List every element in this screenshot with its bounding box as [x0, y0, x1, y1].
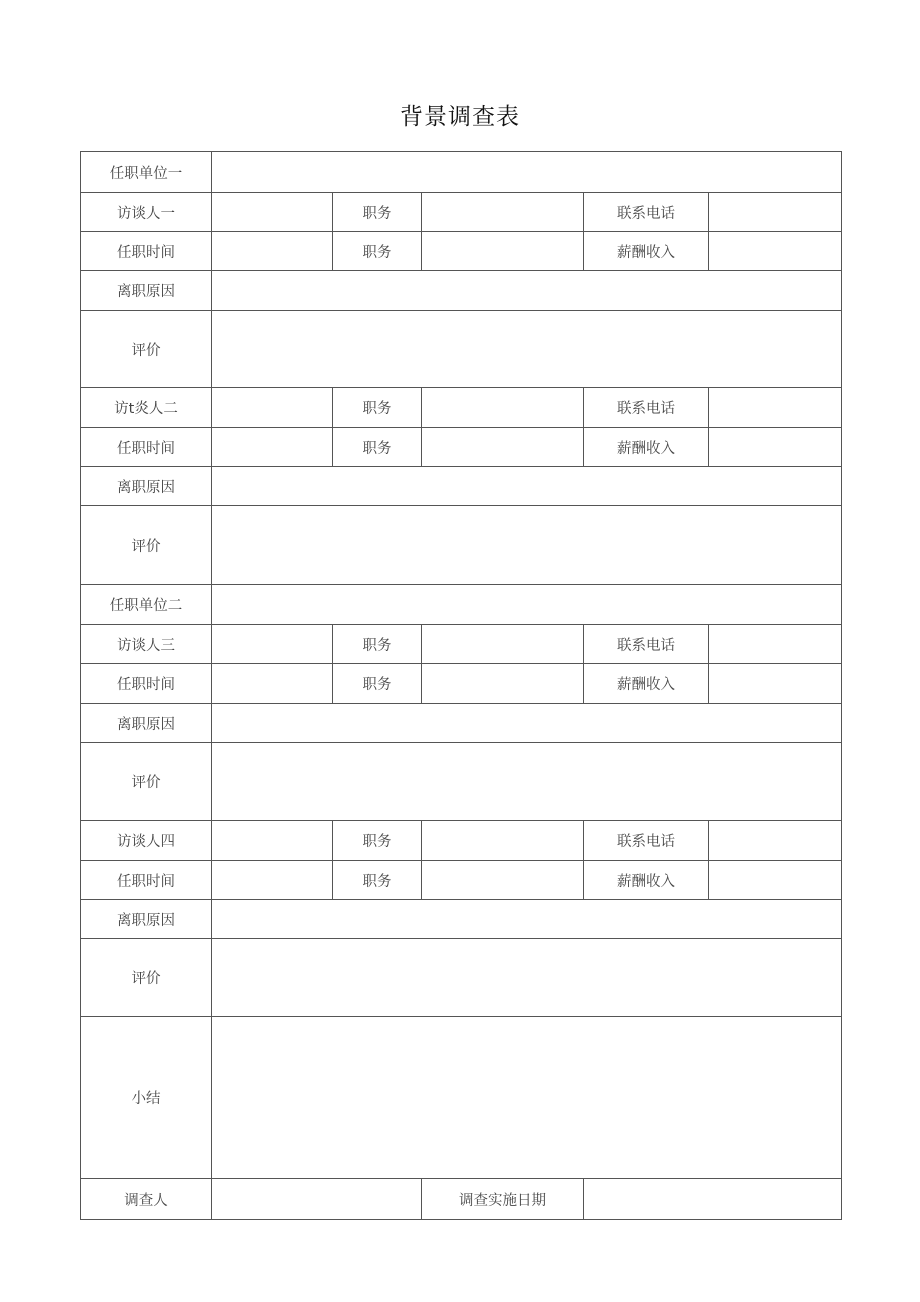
interviewee-2-tenure-row	[81, 428, 842, 467]
interviewee-3-evaluation-label: 评价	[81, 743, 212, 821]
interviewee-3-reason-row	[81, 704, 842, 743]
interviewee-2-evaluation-input[interactable]	[212, 506, 842, 585]
interviewee-3-position2-label: 职务	[333, 664, 422, 704]
interviewee-4-tenure-label: 任职时间	[81, 861, 212, 900]
interviewee-3-reason-label: 离职原因	[81, 704, 212, 743]
interviewee-4-reason-input[interactable]	[212, 900, 842, 939]
interviewee-2-reason-row	[81, 467, 842, 506]
interviewee-1-reason-input[interactable]	[212, 271, 842, 311]
interviewee-2-position2-input[interactable]	[422, 428, 584, 467]
employer-2-input[interactable]	[212, 585, 842, 625]
interviewee-4-reason-row	[81, 900, 842, 939]
interviewee-2-row	[81, 388, 842, 428]
interviewee-1-evaluation-input[interactable]	[212, 311, 842, 388]
interviewee-4-position-label: 职务	[333, 821, 422, 861]
interviewee-1-salary-label: 薪酬收入	[584, 232, 709, 271]
interviewee-2-tenure-label: 任职时间	[81, 428, 212, 467]
interviewee-3-input[interactable]	[212, 625, 333, 664]
interviewee-4-position-input[interactable]	[422, 821, 584, 861]
interviewee-4-reason-label: 离职原因	[81, 900, 212, 939]
interviewee-3-position-input[interactable]	[422, 625, 584, 664]
interviewee-4-position2-input[interactable]	[422, 861, 584, 900]
interviewee-1-tenure-input[interactable]	[212, 232, 333, 271]
interviewee-3-position2-input[interactable]	[422, 664, 584, 704]
interviewee-2-input[interactable]	[212, 388, 333, 428]
interviewee-4-row	[81, 821, 842, 861]
interviewee-3-salary-label: 薪酬收入	[584, 664, 709, 704]
interviewee-4-tenure-input[interactable]	[212, 861, 333, 900]
investigator-row	[81, 1179, 842, 1220]
interviewee-1-label: 访谈人一	[81, 193, 212, 232]
investigator-input[interactable]	[212, 1179, 422, 1220]
interviewee-2-position2-label: 职务	[333, 428, 422, 467]
employer-2-label: 任职单位二	[81, 585, 212, 625]
interviewee-1-phone-input[interactable]	[709, 193, 842, 232]
employer-1-row	[81, 152, 842, 193]
page-title: 背景调查表	[400, 104, 520, 130]
interviewee-1-evaluation-label: 评价	[81, 311, 212, 388]
interviewee-4-phone-label: 联系电话	[584, 821, 709, 861]
interviewee-2-salary-input[interactable]	[709, 428, 842, 467]
interviewee-1-input[interactable]	[212, 193, 333, 232]
interviewee-2-phone-label: 联系电话	[584, 388, 709, 428]
interviewee-2-tenure-input[interactable]	[212, 428, 333, 467]
interviewee-3-phone-label: 联系电话	[584, 625, 709, 664]
interviewee-4-evaluation-label: 评价	[81, 939, 212, 1017]
interviewee-4-input[interactable]	[212, 821, 333, 861]
interviewee-1-tenure-label: 任职时间	[81, 232, 212, 271]
summary-input[interactable]	[212, 1017, 842, 1179]
interviewee-4-salary-input[interactable]	[709, 861, 842, 900]
survey-date-input[interactable]	[584, 1179, 842, 1220]
interviewee-4-label: 访谈人四	[81, 821, 212, 861]
interviewee-4-evaluation-row	[81, 939, 842, 1017]
interviewee-1-position2-label: 职务	[333, 232, 422, 271]
interviewee-1-salary-input[interactable]	[709, 232, 842, 271]
interviewee-3-tenure-label: 任职时间	[81, 664, 212, 704]
interviewee-1-tenure-row	[81, 232, 842, 271]
interviewee-2-salary-label: 薪酬收入	[584, 428, 709, 467]
interviewee-1-position2-input[interactable]	[422, 232, 584, 271]
interviewee-3-position-label: 职务	[333, 625, 422, 664]
interviewee-1-row	[81, 193, 842, 232]
interviewee-2-evaluation-label: 评价	[81, 506, 212, 585]
summary-row	[81, 1017, 842, 1179]
interviewee-1-reason-label: 离职原因	[81, 271, 212, 311]
interviewee-1-evaluation-row	[81, 311, 842, 388]
interviewee-4-salary-label: 薪酬收入	[584, 861, 709, 900]
interviewee-3-row	[81, 625, 842, 664]
interviewee-2-reason-input[interactable]	[212, 467, 842, 506]
survey-date-label: 调查实施日期	[422, 1179, 584, 1220]
interviewee-3-salary-input[interactable]	[709, 664, 842, 704]
interviewee-2-reason-label: 离职原因	[81, 467, 212, 506]
interviewee-4-position2-label: 职务	[333, 861, 422, 900]
interviewee-3-label: 访谈人三	[81, 625, 212, 664]
interviewee-2-label: 访t炎人二	[81, 388, 212, 428]
interviewee-3-tenure-row	[81, 664, 842, 704]
interviewee-2-position-label: 职务	[333, 388, 422, 428]
interviewee-1-position-input[interactable]	[422, 193, 584, 232]
interviewee-4-evaluation-input[interactable]	[212, 939, 842, 1017]
employer-2-row	[81, 585, 842, 625]
interviewee-3-evaluation-row	[81, 743, 842, 821]
interviewee-3-phone-input[interactable]	[709, 625, 842, 664]
interviewee-4-tenure-row	[81, 861, 842, 900]
background-check-table	[80, 151, 842, 1220]
interviewee-4-phone-input[interactable]	[709, 821, 842, 861]
interviewee-3-reason-input[interactable]	[212, 704, 842, 743]
interviewee-2-phone-input[interactable]	[709, 388, 842, 428]
investigator-label: 调查人	[81, 1179, 212, 1220]
interviewee-3-evaluation-input[interactable]	[212, 743, 842, 821]
interviewee-2-position-input[interactable]	[422, 388, 584, 428]
interviewee-1-phone-label: 联系电话	[584, 193, 709, 232]
interviewee-1-position-label: 职务	[333, 193, 422, 232]
employer-1-label: 任职单位一	[81, 152, 212, 193]
summary-label: 小结	[81, 1017, 212, 1179]
employer-1-input[interactable]	[212, 152, 842, 193]
interviewee-2-evaluation-row	[81, 506, 842, 585]
interviewee-3-tenure-input[interactable]	[212, 664, 333, 704]
interviewee-1-reason-row	[81, 271, 842, 311]
